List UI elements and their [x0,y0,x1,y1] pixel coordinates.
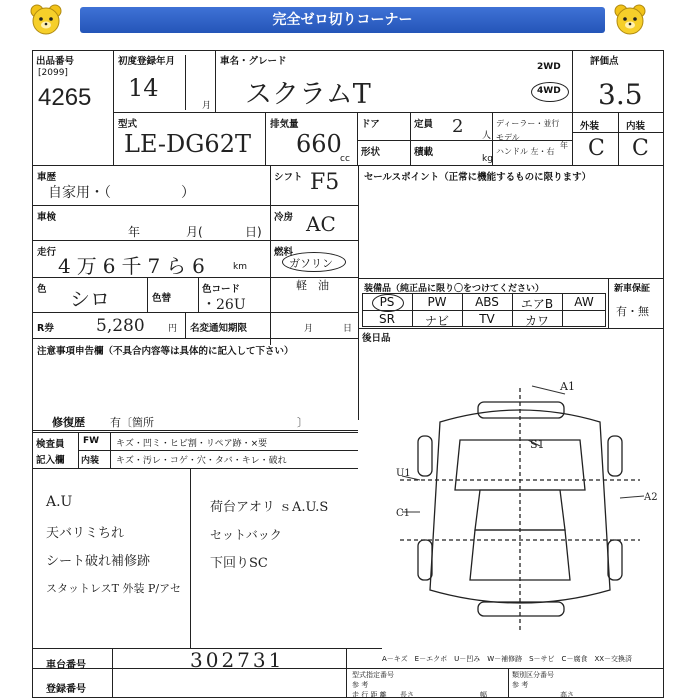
ac-value: AC [306,212,336,236]
shift-value: F5 [310,170,340,195]
registration-label: 登録番号 [46,684,86,695]
color-code-value: ・26U [202,297,246,313]
displacement-unit: cc [340,154,350,164]
note-right-2: セットバック [210,528,282,542]
equip-tv: TV [479,312,495,326]
first-reg-year: 14 [128,74,159,102]
mileage-bottom-label: 走 行 距 離 [352,691,387,699]
inspection-month: 月( [186,225,203,239]
car-name-label: 車名・グレード [220,56,287,67]
equip-airbag: エアB [520,297,554,311]
equip-navi: ナビ [424,314,449,328]
model-value: LE-DG62T [124,130,251,158]
recycle-unit: 円 [168,324,178,334]
color-change-label: 色替 [152,293,172,304]
inspection-day: 日) [245,225,262,239]
equip-pw: PW [427,295,447,309]
dealer-line1: ディーラー・並行 [496,119,560,128]
dealer-year-unit: 年 [560,141,568,150]
inspector-label-2: 記入欄 [36,455,65,466]
caution-label: 注意事項申告欄（不具合内容等は具体的に記入して下さい） [37,346,294,357]
repair-value: 有〔箇所 〕 [110,416,308,429]
inspector-label-1: 検査員 [36,439,65,450]
color-label: 色 [37,284,47,295]
mark-c1: C1 [396,508,411,519]
inspector-fw: FW [83,436,100,446]
note-left-3: シート破れ補修跡 [46,554,151,569]
capacity-value: 2 [452,116,464,137]
type-reference-label: 参 考 [352,681,369,689]
equip-sr: SR [379,312,395,326]
warranty-value: 有・無 [616,305,649,318]
capacity-label: 定員 [414,119,434,130]
mark-s1: S1 [530,438,545,451]
vehicle-damage-diagram [380,380,660,640]
banner-title: 完全ゼロ切りコーナー [80,7,605,33]
recycle-value: 5,280 [96,316,145,336]
chassis-value: 302731 [190,648,285,672]
exterior-value: C [588,136,605,161]
lot-code: [2099] [38,68,68,78]
damage-legend: A－キズ E－エクボ U－凹み W－補修跡 S－サビ C－腐食 XX－交換済 [382,655,633,663]
first-reg-unit: 月 [202,101,212,111]
mark-a2: A2 [644,492,658,503]
equip-abs: ABS [475,295,499,309]
fuel-label: 燃料 [274,247,294,258]
lot-number: 4265 [38,84,92,111]
mileage-label: 走行 [37,247,57,258]
note-right-1: 荷台アオリ ｓA.U.S [210,500,329,515]
equipment-label: 装備品（純正品に限り〇をつけてください） [364,284,545,294]
load-unit: kg [482,154,493,164]
chassis-label: 車台番号 [46,660,86,671]
length-label: 長さ [400,691,414,699]
mileage-value: 4万6千7ら6 [58,254,211,278]
height-label: 高さ [560,691,574,699]
warranty-label: 新車保証 [614,284,651,294]
history-label: 車歴 [37,172,57,183]
grade-value: 3.5 [598,78,643,111]
repair-label: 修復歴 [52,416,85,429]
note-left-1: A.U [46,494,73,510]
dealer-line3: ハンドル 左・右 [496,147,555,156]
door-label: ドア [361,119,380,130]
exterior-label: 外装 [580,121,600,132]
type-designation-label: 型式指定番号 [352,671,394,679]
equip-leather: カワ [524,314,549,328]
class-reference-label: 参 考 [512,681,529,689]
auction-sheet [0,40,700,700]
fuel-diesel: 軽 油 [296,279,329,292]
interior-label: 内装 [626,121,646,132]
car-name-value: スクラムT [245,79,371,110]
history-value: 自家用・（ ） [48,185,195,201]
ac-label: 冷房 [274,212,294,223]
inspector-int-items: キズ・汚レ・コゲ・穴・タバ・キレ・破れ [116,456,287,466]
sales-point-label: セールスポイント（正常に機能するものに限ります） [364,172,592,183]
inspector-int: 内装 [81,456,100,466]
interior-value: C [632,136,649,161]
capacity-unit: 人 [482,131,492,141]
displacement-label: 排気量 [270,119,299,130]
recycle-label: R券 [37,323,54,334]
inspection-label: 車検 [37,212,57,223]
drive-2wd: 2WD [537,62,561,72]
equip-ps: PS [379,295,395,309]
first-reg-label: 初度登録年月 [118,56,176,67]
note-left-4: スタットレスT 外装 P/アセ [46,582,181,595]
mark-u1: U1 [396,468,411,479]
header-bar [0,0,700,40]
drive-4wd: 4WD [537,86,561,96]
shift-label: シフト [274,172,303,183]
mark-a1: A1 [560,380,575,393]
bear-mascot-icon [28,2,64,38]
displacement-value: 660 [296,130,342,158]
color-code-label: 色コード [202,284,241,295]
equip-aw: AW [574,295,594,309]
note-right-3: 下回りSC [210,556,268,571]
class-number-label: 類別区分番号 [512,671,554,679]
load-label: 積載 [414,147,434,158]
bear-mascot-icon [612,2,648,38]
inspector-fw-items: キズ・凹ミ・ヒビ割・リペア跡・×要 [116,439,268,449]
color-value: シロ [70,287,110,311]
name-change-day: 日 [343,324,353,334]
grade-label: 評価点 [590,56,619,67]
width-label: 幅 [480,691,487,699]
name-change-month: 月 [304,324,314,334]
mileage-unit: km [233,262,247,272]
fuel-gasoline: ガソリン [289,257,333,270]
after-inspection-label: 後日品 [362,333,391,344]
inspection-year: 年 [128,225,141,239]
lot-label: 出品番号 [36,56,75,67]
model-label: 型式 [118,119,138,130]
shape-label: 形状 [361,147,381,158]
note-left-2: 天バリミちれ [46,526,125,541]
name-change-label: 名変通知期限 [190,323,248,334]
dealer-line2: モデル [496,133,520,142]
equip-ps-circle [372,294,404,312]
